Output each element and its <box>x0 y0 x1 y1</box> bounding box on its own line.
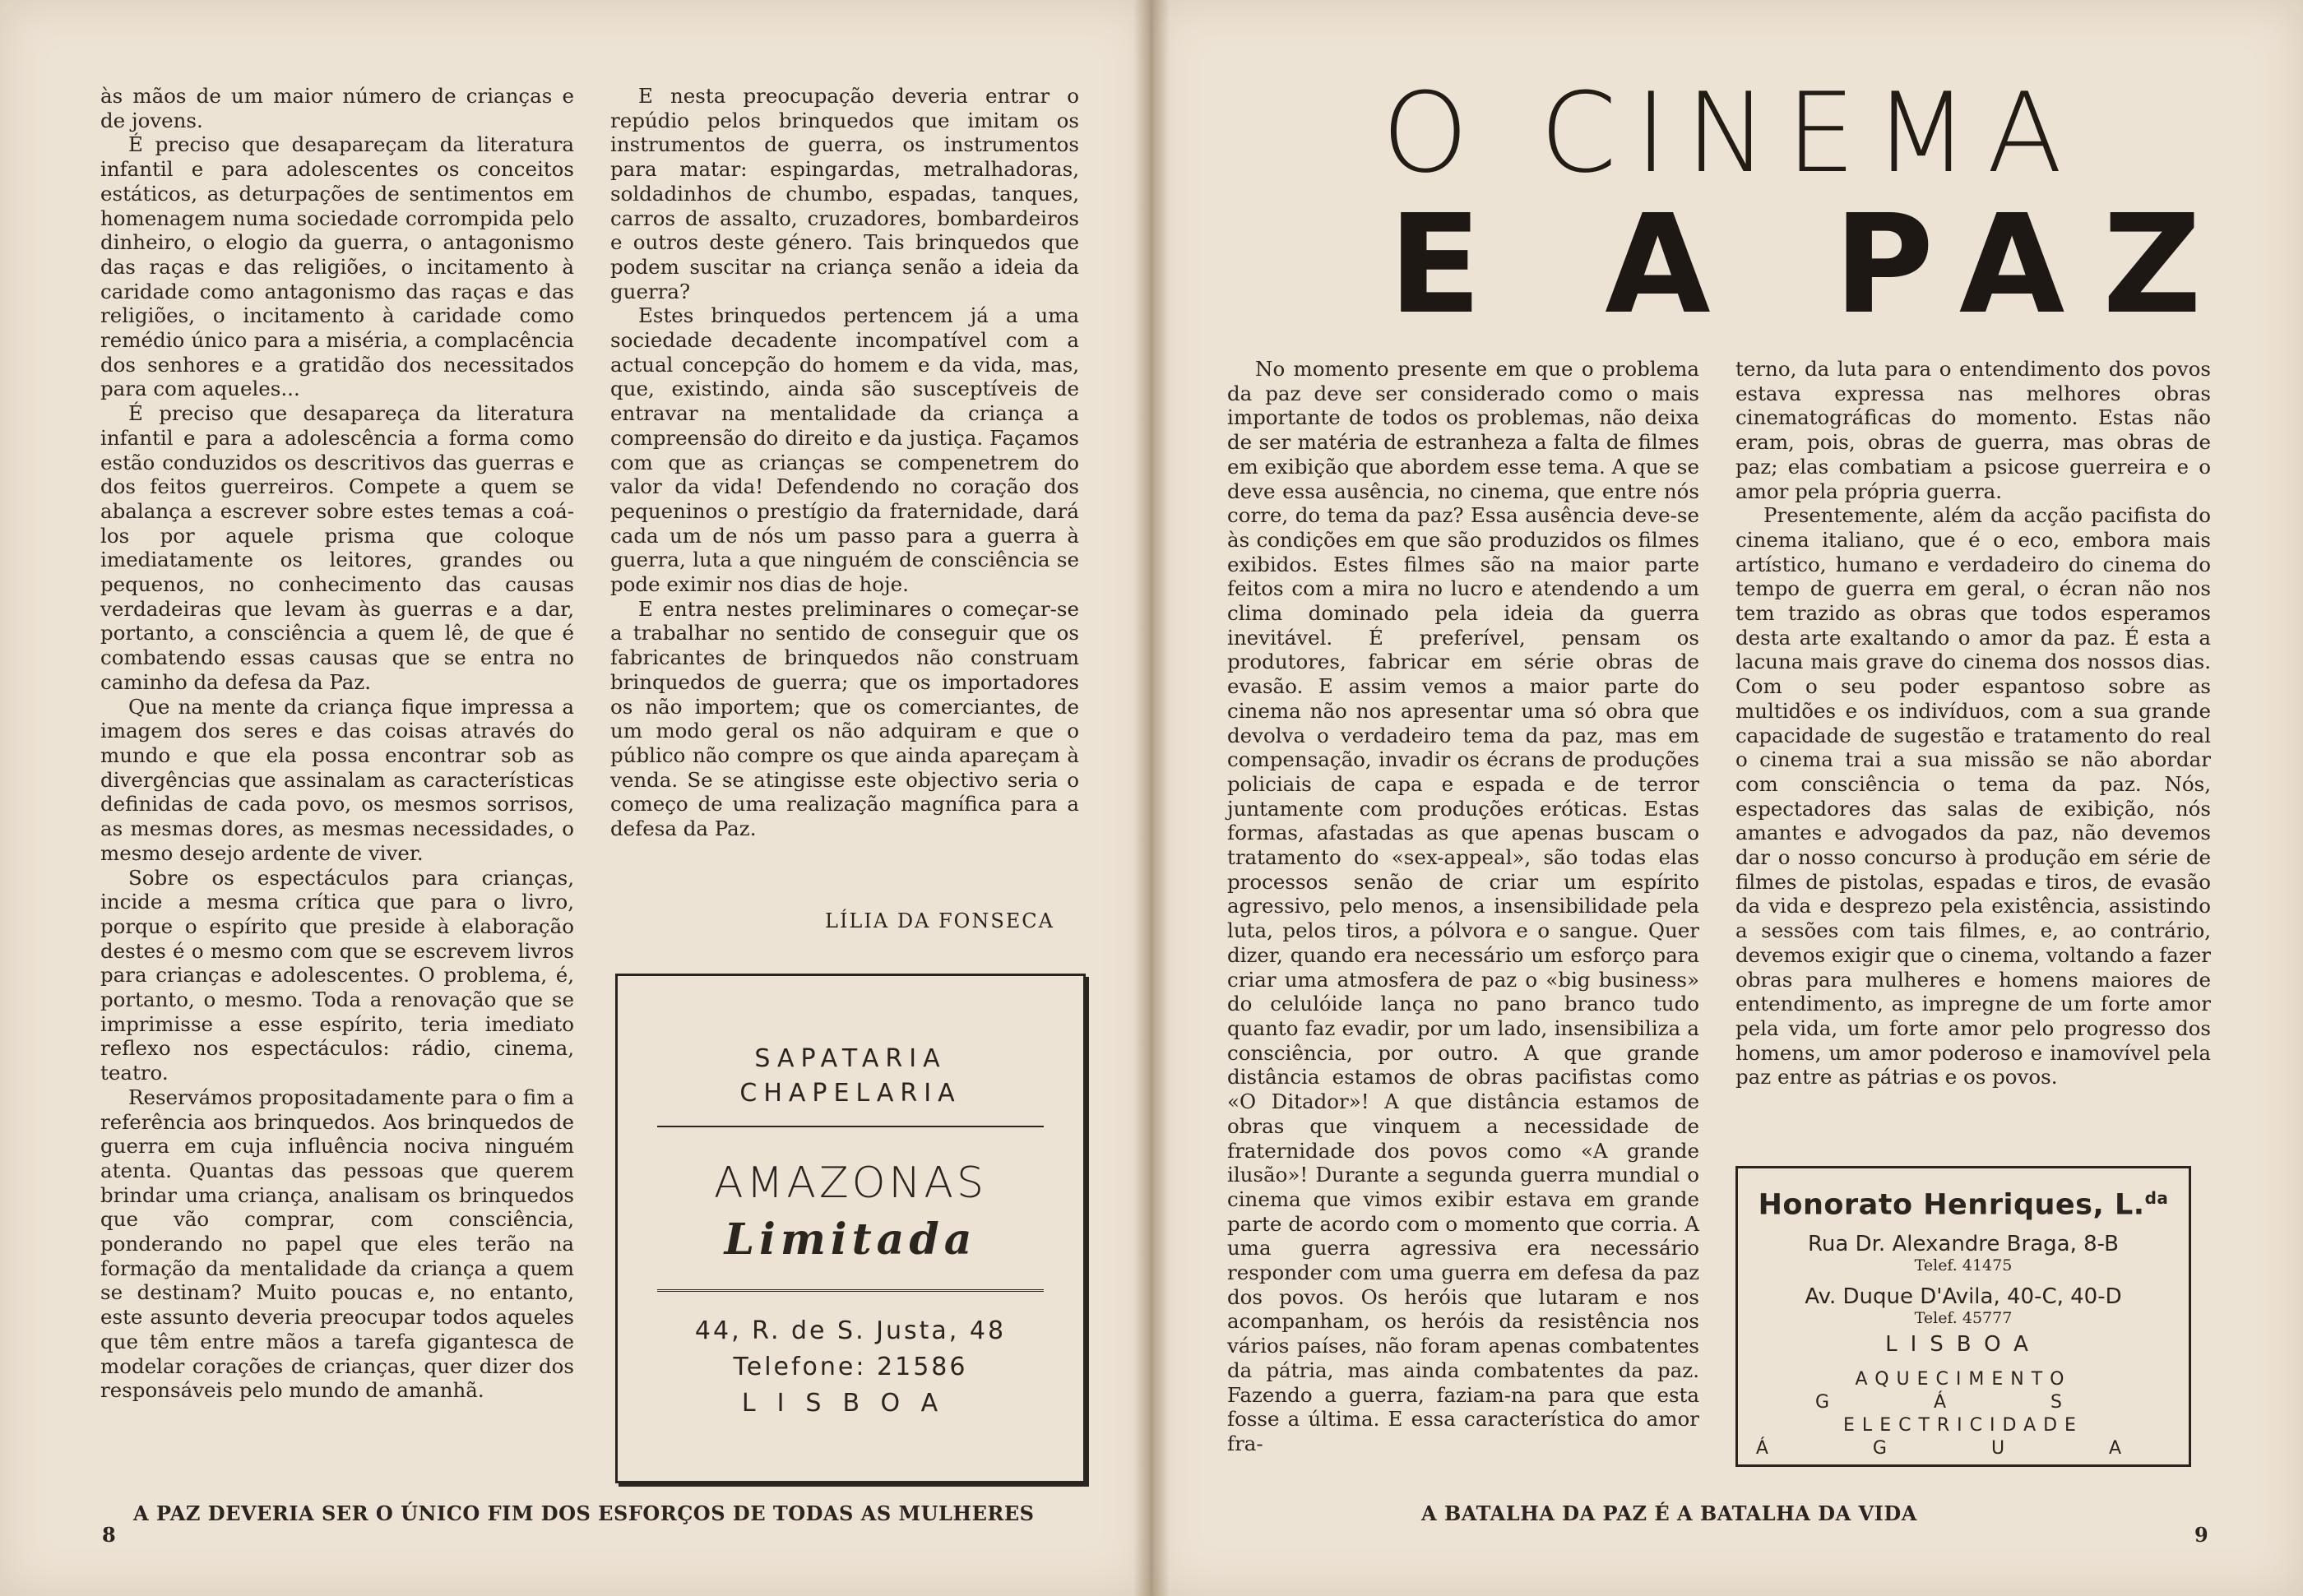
left-page-column-1 <box>100 84 574 1403</box>
ad-service-gas: G Á S <box>1814 1391 2112 1413</box>
paragraph: Que na mente da criança fique impressa a imagem dos seres e das coisas através do mundo e que ela possa encontrar sob as divergências que assinalam as características definidas de cada povo, os mesmos sorrisos, as mesmas dores, as mesmas necessidades, o mesmo desejo ardente de viver. <box>100 694 574 865</box>
paragraph: às mãos de um maior número de crianças e de jovens. <box>100 84 574 132</box>
amazonas-advertisement <box>615 974 1086 1483</box>
ad-company-subname: Limitada <box>724 1214 977 1265</box>
ad-service-heating: AQUECIMENTO <box>1855 1368 2072 1390</box>
paragraph: Reservámos propositadamente para o fim a referência aos brinquedos. Aos brinquedos de guerra em cuja influência nociva ninguém atenta. Quantas das pessoas que querem brindar uma criança, analisam os brinquedos que vão comprar, com consciência, ponderando no papel que eles terão na formação da mentalidade da criança a quem se destinam? Muito poucas e, no entanto, este assunto deveria preocupar todos aqueles que têm entre mãos a tarefa gigantesca de modelar corações de crianças, quer dizer dos responsáveis pelo mundo de amanhã. <box>100 1085 574 1403</box>
right-page-column-2 <box>1735 357 2211 1089</box>
paragraph: É preciso que desapareça da literatura infantil e para a adolescência a forma como estão conduzidos os descritivos das guerras e dos feitos guerreiros. Compete a quem se abalança a escrever sobre estes temas a coá-los por aquele prisma que coloque imediatamente os leitores, grandes ou pequenos, no conhecimento das causas verdadeiras que levam às guerras e a dar, portanto, a consciência a quem lê, de que é combatendo essas causas que se entra no caminho da defesa da Paz. <box>100 401 574 694</box>
paragraph: terno, da luta para o entendimento dos povos estava expressa nas melhores obras cinematográficas do momento. Estas não eram, pois, obras de guerra, mas obras de paz; elas combatiam a psicose guerreira e o amor pela própria guerra. <box>1735 357 2211 503</box>
article-title-line-2: E A PAZ <box>1388 186 2240 345</box>
honorato-advertisement <box>1735 1166 2191 1467</box>
paragraph: É preciso que desapareçam da literatura infantil e para adolescentes os conceitos estáticos, as deturpações de sentimentos em homenagem numa sociedade corrompida pelo dinheiro, o elogio da guerra, o antagonismo das raças e das religiões, o incitamento à caridade como antagonismo das raças e das religiões, o incitamento à caridade como remédio único para a miséria, a complacência dos senhores e a gratidão dos necessitados para com aqueles... <box>100 132 574 401</box>
ad-services <box>1738 1368 2189 1460</box>
ad-company-name-suffix: da <box>2144 1188 2169 1208</box>
paragraph: No momento presente em que o problema da paz deve ser considerado como o mais importante de todos os problemas, não deixa de ser matéria de estranheza a falta de filmes em exibição que abordem esse tema. A que se deve essa ausência, no cinema, que entre nós corre, do tema da paz? Essa ausência deve-se às condições em que são produzidos os filmes exibidos. Estes filmes são na maior parte feitos com a mira no lucro e atendendo a um clima dominado pela ideia da guerra inevitável. É preferível, pensam os produtores, fabricar em série obras de evasão. E assim vemos a maior parte do cinema não nos apresentar uma só obra que devolva o verdadeiro tema da paz, mas em compensação, invadir os écrans de produções policiais de capa e espada e de terror juntamente com produções eróticas. Estas formas, afastadas as que apenas buscam o tratamento do «sex-appeal», são todas elas processos senão de criar um espírito agressivo, pelo menos, a insensibilidade pela luta, pelos tiros, a pólvora e o sangue. Quer dizer, quando era necessário um esforço para criar uma atmosfera de paz o «big business» do celulóide lança no pano branco tudo quanto faz evadir, por um lado, insensibiliza a consciência, por outro. A que grande distância estamos de obras pacifistas como «O Ditador»! A que distância estamos de obras que vinquem a necessidade de fraternidade dos povos como «A grande ilusão»! Durante a segunda guerra mundial o cinema que vimos exibir estava em grande parte de acordo com o momento que corria. A uma guerra agressiva era necessário responder com uma guerra em defesa da paz dos povos. Os heróis que lutaram e nos acompanham, os heróis da resistência nos vários países, não foram apenas combatentes da pátria, mas ainda combatentes da paz. Fazendo a guerra, faziam-na para que esta fosse a última. E essa característica do amor fra- <box>1227 357 1699 1455</box>
ad-phone-2: Telef. 45777 <box>1914 1308 2013 1327</box>
ad-service-water: Á G U A <box>1755 1437 2171 1459</box>
ad-line-chapelaria: CHAPELARIA <box>739 1079 962 1108</box>
right-page <box>1153 0 2303 1596</box>
ad-divider <box>657 1289 1044 1292</box>
page-footer-slogan: A PAZ DEVERIA SER O ÚNICO FIM DOS ESFORÇOS DE TODAS AS MULHERES <box>133 1501 1035 1525</box>
paragraph: Estes brinquedos pertencem já a uma sociedade decadente incompatível com a actual concepção do homem e da vida, mas, que, existindo, ainda são susceptíveis de entravar na mentalidade da criança a compreensão do direito e da justiça. Façamos com que as crianças se compenetrem do valor da vida! Defendendo no coração dos pequeninos o prestígio da fraternidade, dará cada um de nós um passo para a guerra à guerra, luta a que ninguém de consciência se pode eximir nos dias de hoje. <box>610 303 1079 597</box>
article-title-line-1: O CINEMA <box>1382 69 2081 197</box>
ad-phone-1: Telef. 41475 <box>1914 1256 2013 1274</box>
paragraph: Sobre os espectáculos para crianças, incide a mesma crítica que para o livro, porque o espírito que preside à elaboração destes é o mesmo com que se escrevem livros para crianças e adolescentes. O problema, é, portanto, o mesmo. Toda a renovação que se imprimisse a esse espírito, teria imediato reflexo nos espectáculos: rádio, cinema, teatro. <box>100 865 574 1085</box>
page-number: 9 <box>2194 1523 2208 1547</box>
paragraph: E nesta preocupação deveria entrar o repúdio pelos brinquedos que imitam os instrumentos de guerra, os instrumentos para matar: espingardas, metralhadoras, soldadinhos de chumbo, espadas, tanques, carros de assalto, cruzadores, bombardeiros e outros deste género. Tais brinquedos que podem suscitar na criança senão a ideia da guerra? <box>610 84 1079 303</box>
paragraph: E entra nestes preliminares o começar-se a trabalhar no sentido de conseguir que os fabricantes de brinquedos não construam brinquedos de guerra; que os importadores os não importem; que os comerciantes, de um modo geral os não adquiram e que o público não compre os que ainda apareçam à venda. Se se atingisse este objectivo seria o começo de uma realização magnífica para a defesa da Paz. <box>610 596 1079 841</box>
right-page-column-1 <box>1227 357 1699 1456</box>
left-page-column-2 <box>610 84 1079 841</box>
ad-address-2: Av. Duque D'Avila, 40-C, 40-D <box>1805 1284 2122 1309</box>
paragraph: Presentemente, além da acção pacifista do cinema italiano, que é o eco, embora mais artístico, humano e verdadeiro do cinema do tempo de guerra em geral, o écran não nos tem trazido as obras que todos esperamos desta arte exaltando o amor da paz. É esta a lacuna mais grave do cinema dos nossos dias. Com o seu poder espantoso sobre as multidões e os indivíduos, com a sua grande capacidade de sugestão e tratamento do real o cinema trai a sua missão se não abordar com consciência o tema da paz. Nós, espectadores das salas de exibição, nós amantes e advogados da paz, não devemos dar o nosso concurso à produção em série de filmes de pistolas, espadas e tiros, de evasão da vida e desprezo pela existência, assistindo a sessões com tais filmes, e, ao contrário, devemos exigir que o cinema, voltando a fazer obras para mulheres e homens maiores de entendimento, as impregne de um forte amor pela vida, um forte amor pelo progresso dos homens, um amor poderoso e inamovível pela paz entre as pátrias e os povos. <box>1735 503 2211 1089</box>
ad-company-name: AMAZONAS <box>713 1159 988 1208</box>
author-signature: LÍLIA DA FONSECA <box>825 909 1054 932</box>
book-gutter <box>1133 0 1170 1596</box>
ad-city: LISBOA <box>741 1389 960 1418</box>
ad-company-name-text: Honorato Henriques, L. <box>1758 1188 2145 1222</box>
left-page <box>0 0 1150 1596</box>
ad-line-sapataria: SAPATARIA <box>754 1044 947 1073</box>
ad-phone: Telefone: 21586 <box>733 1353 968 1381</box>
page-number: 8 <box>102 1523 116 1547</box>
ad-divider <box>657 1126 1044 1127</box>
page-footer-slogan: A BATALHA DA PAZ É A BATALHA DA VIDA <box>1421 1501 1917 1525</box>
ad-city: LISBOA <box>1885 1331 2041 1357</box>
ad-address: 44, R. de S. Justa, 48 <box>694 1316 1007 1345</box>
ad-company-name <box>1738 1188 2189 1222</box>
ad-service-electricity: ELECTRICIDADE <box>1843 1414 2083 1436</box>
ad-address-1: Rua Dr. Alexandre Braga, 8-B <box>1808 1231 2119 1256</box>
